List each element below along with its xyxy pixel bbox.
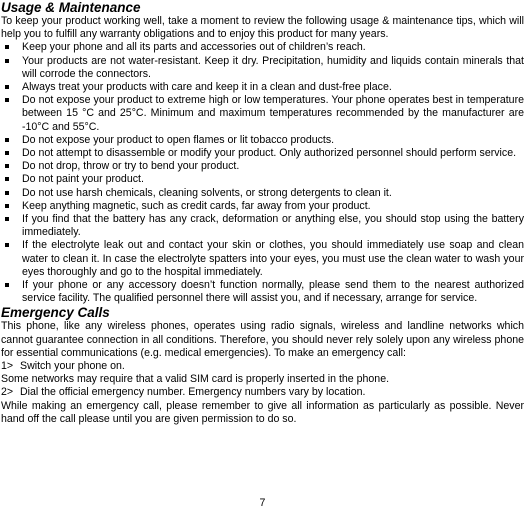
list-item: Do not use harsh chemicals, cleaning solvents, or strong detergents to clean it.	[1, 187, 524, 200]
list-item: If your phone or any accessory doesn’t function normally, please send them to the nearest authorized service facility. The qualified personnel there will assist you, and if necessary, arrange for service.	[1, 279, 524, 305]
square-bullet-icon	[5, 164, 9, 168]
emergency-sim-note: Some networks may require that a valid SIM card is properly inserted in the phone.	[1, 373, 390, 386]
list-item: Keep your phone and all its parts and accessories out of children’s reach.	[1, 41, 524, 54]
list-item: Do not attempt to disassemble or modify your product. Only authorized personnel should perform service.	[1, 147, 524, 160]
manual-page	[1, 0, 524, 426]
list-item: Do not expose your product to open flames or lit tobacco products.	[1, 134, 524, 147]
list-item: If the electrolyte leak out and contact your skin or clothes, you should immediately use soap and clean water to clean it. In case the electrolyte spatters into your eyes, you must use the clean water to wash your eyes thoroughly and go to the hospital immediately.	[1, 239, 524, 279]
step-number: 2>	[1, 386, 14, 399]
step-text: Switch your phone on.	[20, 360, 125, 373]
page-number: 7	[259, 497, 266, 509]
usage-tips-list	[1, 41, 524, 305]
emergency-calls-heading: Emergency Calls	[1, 305, 110, 321]
square-bullet-icon	[5, 98, 9, 102]
usage-intro: To keep your product working well, take a moment to review the following usage & maintenance tips, which will help you to fulfill any warranty obligations and to enjoy this product for many years.	[1, 15, 524, 41]
list-item: Your products are not water-resistant. Keep it dry. Precipitation, humidity and liquids contain minerals that will corrode the connectors.	[1, 55, 524, 81]
list-item: Keep anything magnetic, such as credit cards, far away from your product.	[1, 200, 524, 213]
list-item: If you find that the battery has any crack, deformation or anything else, you should stop using the battery immediately.	[1, 213, 524, 239]
square-bullet-icon	[5, 204, 9, 208]
square-bullet-icon	[5, 138, 9, 142]
emergency-step-1	[1, 360, 524, 373]
square-bullet-icon	[5, 191, 9, 195]
emergency-closing: While making an emergency call, please remember to give all information as particularly as possible. Never hand off the call please until you are given permission to do so.	[1, 399, 524, 425]
list-item: Do not drop, throw or try to bend your product.	[1, 160, 524, 173]
list-item: Do not expose your product to extreme high or low temperatures. Your phone operates best in temperature between 15 °C and 25°C. Minimum and maximum temperatures recommended by the manufacturer are -10°C and 55°C.	[1, 94, 524, 134]
usage-maintenance-heading: Usage & Maintenance	[1, 0, 141, 15]
square-bullet-icon	[5, 217, 9, 221]
emergency-step-2	[1, 386, 524, 399]
emergency-intro: This phone, like any wireless phones, operates using radio signals, wireless and landline networks which cannot guarantee connection in all conditions. Therefore, you should never rely solely upon any wireless phone for essential communications (e.g. medical emergencies). To make an emergency call:	[1, 320, 524, 359]
list-item: Always treat your products with care and keep it in a clean and dust-free place.	[1, 81, 524, 94]
step-text: Dial the official emergency number. Emergency numbers vary by location.	[20, 386, 366, 399]
square-bullet-icon	[5, 283, 9, 287]
square-bullet-icon	[5, 177, 9, 181]
list-item: Do not paint your product.	[1, 173, 524, 186]
step-number: 1>	[1, 360, 14, 373]
square-bullet-icon	[5, 243, 9, 247]
square-bullet-icon	[5, 59, 9, 63]
square-bullet-icon	[5, 85, 9, 89]
square-bullet-icon	[5, 151, 9, 155]
square-bullet-icon	[5, 45, 9, 49]
